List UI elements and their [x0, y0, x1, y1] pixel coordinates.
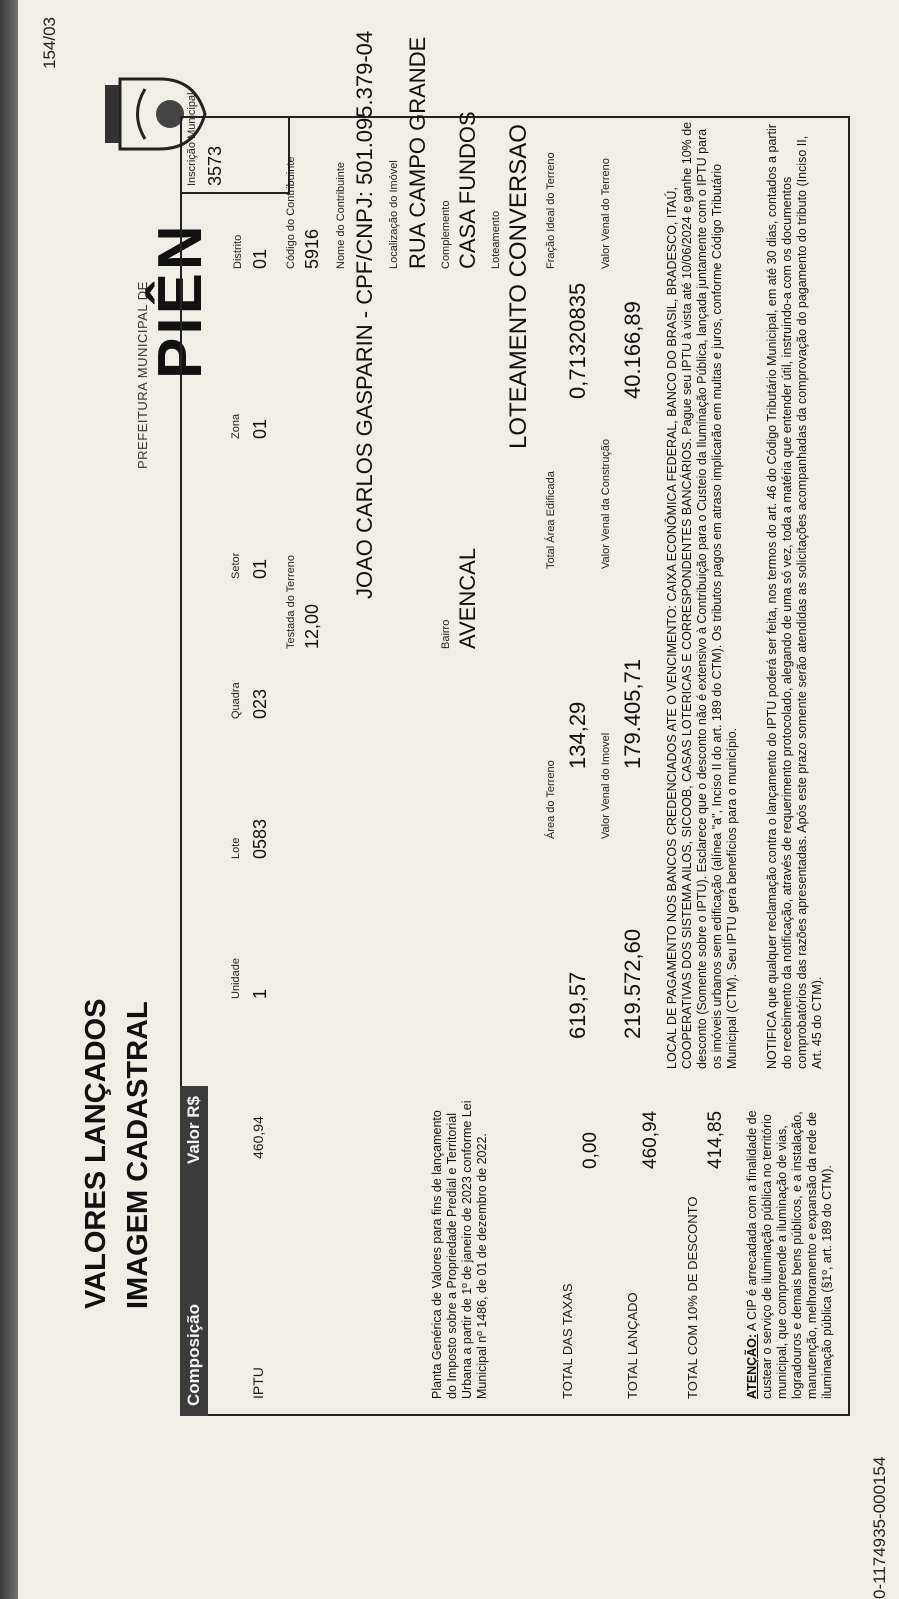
atencao-box [745, 1089, 835, 1399]
inscricao-value: 3573 [205, 145, 225, 186]
planta-text: Planta Genérica de Valores para fins de lançamento do Imposto sobre a Propriedade Predial e Territorial Urbana a partir de 1º de janeiro de 2023 conforme Lei Municipal nº 1486, de 01 de dezembro de 2022. [430, 1100, 489, 1399]
vv-imovel-value: 219.572,60 [620, 928, 645, 1039]
area-edificada-value: 134,29 [565, 701, 590, 769]
localizacao-label: Localização do Imóvel [388, 160, 400, 269]
taxas-value: 0,00 [580, 1132, 601, 1169]
composicao-band [180, 1086, 208, 1416]
testada-label: Testada do Terreno [285, 555, 297, 649]
vv-terreno-label: Valor Venal do Terreno [600, 158, 612, 269]
vv-construcao-value: 179.405,71 [620, 658, 645, 769]
top-code: 0-1174935-000154 [870, 1456, 889, 1599]
page-number: 154/03 [40, 17, 59, 69]
bairro-value: AVENCAL [455, 547, 480, 649]
valor-header: Valor R$ [184, 1096, 203, 1165]
fracao-value: 0,71320835 [565, 282, 590, 399]
quadra-value: 023 [250, 688, 270, 719]
bairro-label: Bairro [440, 619, 452, 649]
lote-value: 0583 [250, 818, 270, 859]
notifica-text: NOTIFICA que qualquer reclamação contra o lançamento do IPTU poderá ser feita, nos termos do art. 46 do Código Tributário Municipal, em até 30 dias, contados a partir do recebimento da notificação, através de requerimento protocolado, alegando de uma só vez, toda a matéria que entender útil, instruindo-a com os documentos comprobatórios das razões apresentadas. Após este prazo somente serão atendidas as solicitações acompanhadas da comprovação do pagamento do tributo (Inciso II, Art. 45 do CTM). [765, 124, 824, 1069]
prefeitura-label: PREFEITURA MUNICIPAL DE [135, 281, 150, 469]
localizacao-value: RUA CAMPO GRANDE [405, 36, 430, 269]
complemento-value: CASA FUNDOS [455, 111, 480, 269]
quadra-label: Quadra [230, 682, 242, 719]
iptu-label: IPTU [250, 1367, 266, 1399]
unidade-value: 1 [250, 988, 270, 999]
city-name: PIÊN [146, 222, 215, 379]
testada-value: 12,00 [302, 603, 322, 649]
distrito-value: 01 [250, 248, 270, 269]
area-terreno-value: 619,57 [565, 971, 590, 1039]
composicao-header: Composição [184, 1303, 203, 1406]
atencao-label: ATENÇÃO: [745, 1333, 759, 1399]
nome-value: JOAO CARLOS GASPARIN - CPF/CNPJ: 501.095.379-04 [352, 30, 377, 599]
zona-label: Zona [230, 413, 242, 439]
local-pagamento-text: LOCAL DE PAGAMENTO NOS BANCOS CREDENCIADOS ATE O VENCIMENTO: CAIXA ECONÔMICA FEDERAL, BANCO DO BRASIL, BRADESCO, ITAÚ, COOPERATIVAS DOS SISTEMA AILOS, SICOOB, CASAS LOTERICAS E CORRESPONDENTES BANCÁRIOS. Pague seu IPTU à vista até 10/06/2024 e ganhe 10% de desconto (Somente sobre o IPTU). Esclarece que o desconto não é extensivo à Contribuição para o Custeio da Iluminação Pública, lançada juntamente com o IPTU para os imóveis urbanos sem edificação (alínea "a", Inciso II do art. 189 do CTM). Os tributos pagos em atraso implicarão em multas e juros, conforme Código Tributário Municipal (CTM). Seu IPTU gera benefícios para o município. [665, 121, 739, 1069]
vv-imovel-label: Valor Venal do Imovel [600, 732, 612, 839]
unidade-label: Unidade [230, 958, 242, 999]
loteamento-label: Loteamento [490, 210, 502, 269]
complemento-label: Complemento [440, 200, 452, 269]
setor-label: Setor [230, 552, 242, 579]
nome-label: Nome do Contribuinte [335, 161, 347, 269]
setor-value: 01 [250, 558, 270, 579]
distrito-label: Distrito [232, 234, 244, 269]
zona-value: 01 [250, 418, 270, 439]
atencao-text: A CIP é arrecadada com a finalidade de custear o serviço de iluminação pública no território municipal, que compreende a iluminação de vias, logradouros e demais bens públicos, e a instalação, manutenção, melhoramento e expansão da rede de iluminação pública (§1º, art. 189 do CTM). [745, 1110, 834, 1399]
lancado-label: TOTAL LANÇADO [625, 1292, 640, 1399]
codigo-label: Código do Contribuinte [285, 156, 297, 269]
area-terreno-label: Área do Terreno [545, 760, 557, 839]
area-edificada-label: Total Área Edificada [545, 471, 557, 569]
loteamento-value: LOTEAMENTO CONVERSAO [505, 124, 532, 449]
codigo-value: 5916 [302, 228, 322, 269]
lote-label: Lote [230, 837, 242, 859]
vv-construcao-label: Valor Venal da Construção [600, 438, 612, 569]
desconto-value: 414,85 [705, 1110, 726, 1169]
lancado-value: 460,94 [640, 1110, 661, 1169]
vv-terreno-value: 40.166,89 [620, 301, 645, 399]
fracao-label: Fração Ideal do Terreno [545, 152, 557, 269]
title-line-2: IMAGEM CADASTRAL [122, 1001, 154, 1309]
taxas-label: TOTAL DAS TAXAS [560, 1283, 575, 1399]
inscricao-label: Inscrição Municipal [186, 92, 198, 186]
desconto-label: TOTAL COM 10% DE DESCONTO [685, 1196, 700, 1399]
iptu-value: 460,94 [250, 1116, 266, 1159]
title-line-1: VALORES LANÇADOS [80, 998, 112, 1309]
